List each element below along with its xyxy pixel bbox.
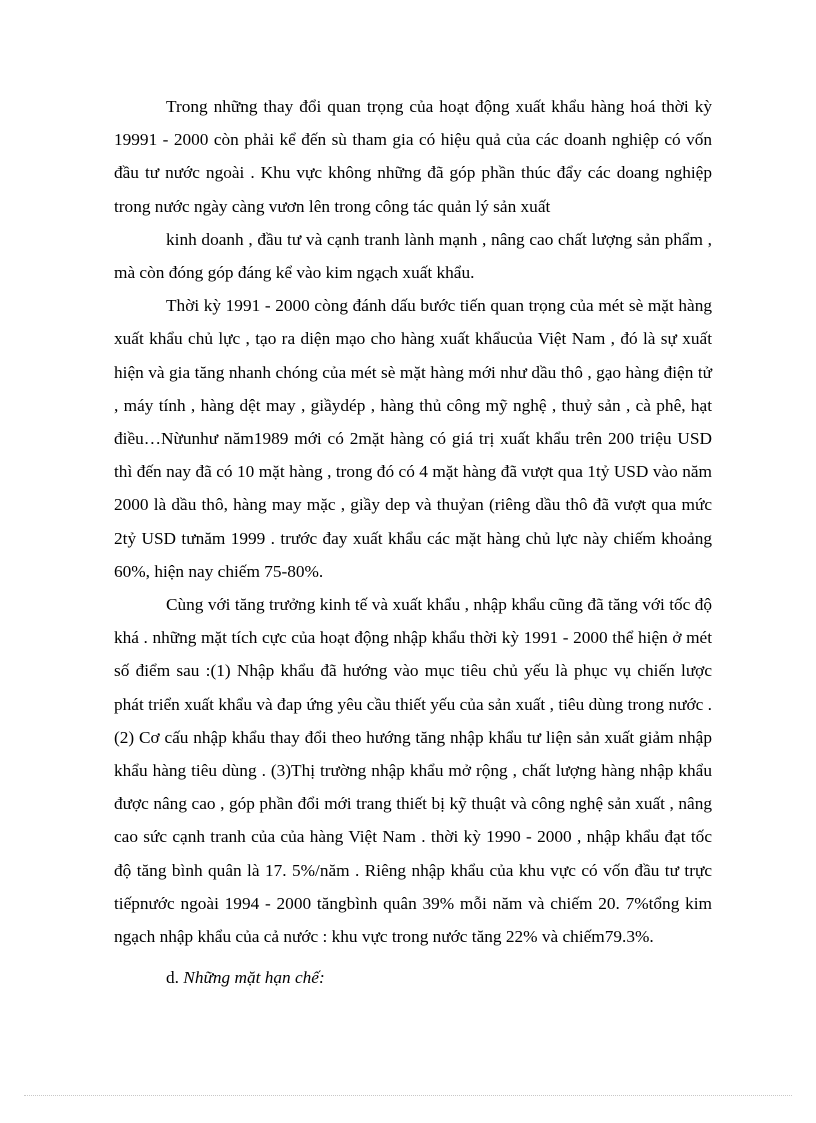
paragraph-foreign-investment xyxy=(114,90,712,223)
paragraph-text: Trong những thay đổi quan trọng của hoạt động xuất khẩu hàng hoá thời kỳ 19991 - 2000 còn phải kể đến sù tham gia có hiệu quả của các doanh nghiệp có vốn đầu tư nước ngoài . Khu vực không những đã góp phần thúc đẩy các doang nghiệp trong nước ngày càng vươn lên trong công tác quản lý sản xuất xyxy=(114,97,712,216)
heading-text: Những mặt hạn chế: xyxy=(183,968,325,988)
paragraph-text: Cùng với tăng trưởng kinh tế và xuất khẩu , nhập khẩu cũng đã tăng với tốc độ khá . những mặt tích cực của hoạt động nhập khẩu thời kỳ 1991 - 2000 thể hiện ở mét số điểm sau :(1) Nhập khẩu đã hướng vào mục tiêu chủ yếu là phục vụ chiến lược phát triển xuất khẩu và đap ứng yêu cầu thiết yếu của sản xuất , tiêu dùng trong nước .(2) Cơ cấu nhập khẩu thay đổi theo hướng tăng nhập khẩu tư liện sản xuất giảm nhập khẩu hàng tiêu dùng . (3)Thị trường nhập khẩu mở rộng , chất lượng hàng nhập khẩu được nâng cao , góp phần đổi mới trang thiết bị kỹ thuật và công nghệ sản xuất , nâng cao sức cạnh tranh của của hàng Việt Nam . thời kỳ 1990 - 2000 , nhập khẩu đạt tốc độ tăng bình quân là 17. 5%/năm . Riêng nhập khẩu của khu vực có vốn đầu tư trực tiếpnước ngoài 1994 - 2000 tăngbình quân 39% mỗi năm và chiếm 20. 7%tổng kim ngạch nhập khẩu của cả nước : khu vực trong nước tăng 22% và chiếm79.3%. xyxy=(114,595,712,947)
paragraph-imports xyxy=(114,588,712,953)
heading-label: d. xyxy=(166,968,179,988)
section-heading-limitations xyxy=(114,961,712,994)
paragraph-key-exports xyxy=(114,289,712,588)
paragraph-text: kinh doanh , đầu tư và cạnh tranh lành mạnh , nâng cao chất lượng sản phẩm , mà còn đóng góp đáng kể vào kim ngạch xuất khẩu. xyxy=(114,229,712,283)
footer-divider xyxy=(24,1095,792,1096)
paragraph-foreign-investment-continued xyxy=(114,223,712,289)
paragraph-text: Thời kỳ 1991 - 2000 còng đánh dấu bước tiến quan trọng của mét sè mặt hàng xuất khẩu chủ lực , tạo ra diện mạo cho hàng xuất khẩucủa Việt Nam , đó là sự xuất hiện và gia tăng nhanh chóng của mét sè mặt hàng mới như dầu thô , gạo hàng điện tử , máy tính , hàng dệt may , giầydép , hàng thủ công mỹ nghệ , thuỷ sản , cà phê, hạt điều…Nừunhư năm1989 mới có 2mặt hàng có giá trị xuất khẩu trên 200 triệu USD thì đến nay đã có 10 mặt hàng , trong đó có 4 mặt hàng đã vượt qua 1tỷ USD vào năm 2000 là dầu thô, hàng may mặc , giầy dep và thuỷan (riêng dầu thô đã vượt qua mức 2tỷ USD tưnăm 1999 . trước đay xuất khẩu các mặt hàng chủ lực này chiếm khoảng 60%, hiện nay chiếm 75-80%. xyxy=(114,296,712,581)
body-text xyxy=(114,90,712,994)
